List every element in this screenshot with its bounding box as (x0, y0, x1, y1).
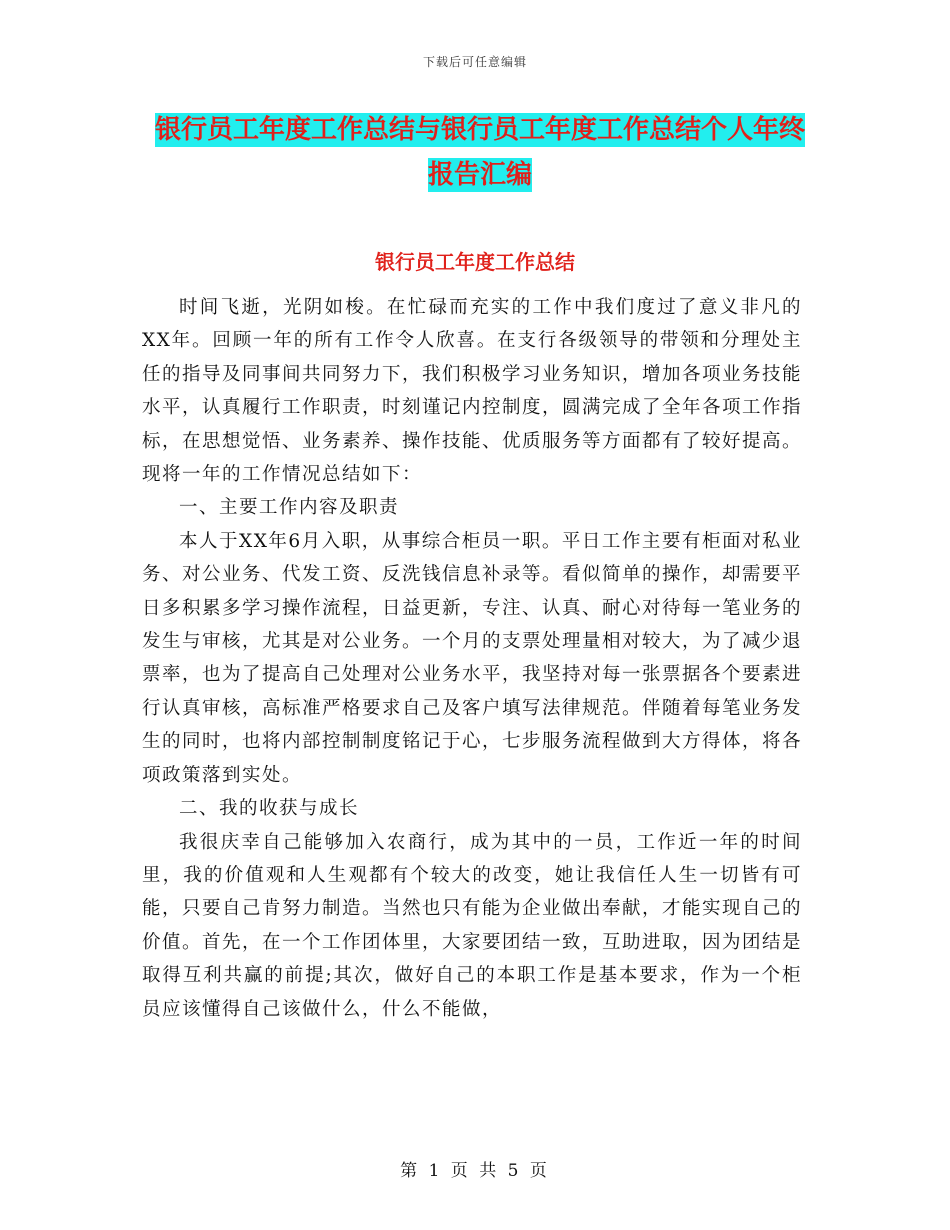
subheading-gains-growth: 二、我的收获与成长 (179, 798, 360, 820)
document-title (150, 108, 810, 198)
section-title: 银行员工年度工作总结 (375, 250, 575, 274)
document-title-text: 银行员工年度工作总结与银行员工年度工作总结个人年终报告汇编 (154, 115, 805, 190)
page-indicator: 第 1 页 共 5 页 (400, 1161, 550, 1181)
document-body (142, 291, 802, 1026)
body-paragraph: 时间飞逝，光阴如梭。在忙碌而充实的工作中我们度过了意义非凡的XX年。回顾一年的所有工作令人欣喜。在支行各级领导的带领和分理处主任的指导及同事间共同努力下，我们积极学习业务知识，增加各项业务技能水平，认真履行工作职责，时刻谨记内控制度，圆满完成了全年各项工作指标，在思想觉悟、业务素养、操作技能、优质服务等方面都有了较好提高。现将一年的工作情况总结如下： (142, 297, 803, 486)
header-note: 下载后可任意编辑 (422, 55, 527, 69)
body-paragraph: 本人于XX年6月入职，从事综合柜员一职。平日工作主要有柜面对私业务、对公业务、代发工资、反洗钱信息补录等。看似简单的操作，却需要平日多积累多学习操作流程，日益更新，专注、认真、耐心对待每一笔业务的发生与审核，尤其是对公业务。一个月的支票处理量相对较大，为了减少退票率，也为了提高自己处理对公业务水平，我坚持对每一张票据各个要素进行认真审核，高标准严格要求自己及客户填写法律规范。伴随着每笔业务发生的同时，也将内部控制制度铭记于心，七步服务流程做到大方得体，将各项政策落到实处。 (142, 530, 803, 786)
subheading-main-duties: 一、主要工作内容及职责 (179, 497, 400, 519)
body-paragraph: 我很庆幸自己能够加入农商行，成为其中的一员，工作近一年的时间里，我的价值观和人生观都有个较大的改变，她让我信任人生一切皆有可能，只要自己肯努力制造。当然也只有能为企业做出奉献，才能实现自己的价值。首先，在一个工作团体里，大家要团结一致，互助进取，因为团结是取得互利共赢的前提;其次，做好自己的本职工作是基本要求，作为一个柜员应该懂得自己该做什么，什么不能做， (142, 831, 803, 1020)
